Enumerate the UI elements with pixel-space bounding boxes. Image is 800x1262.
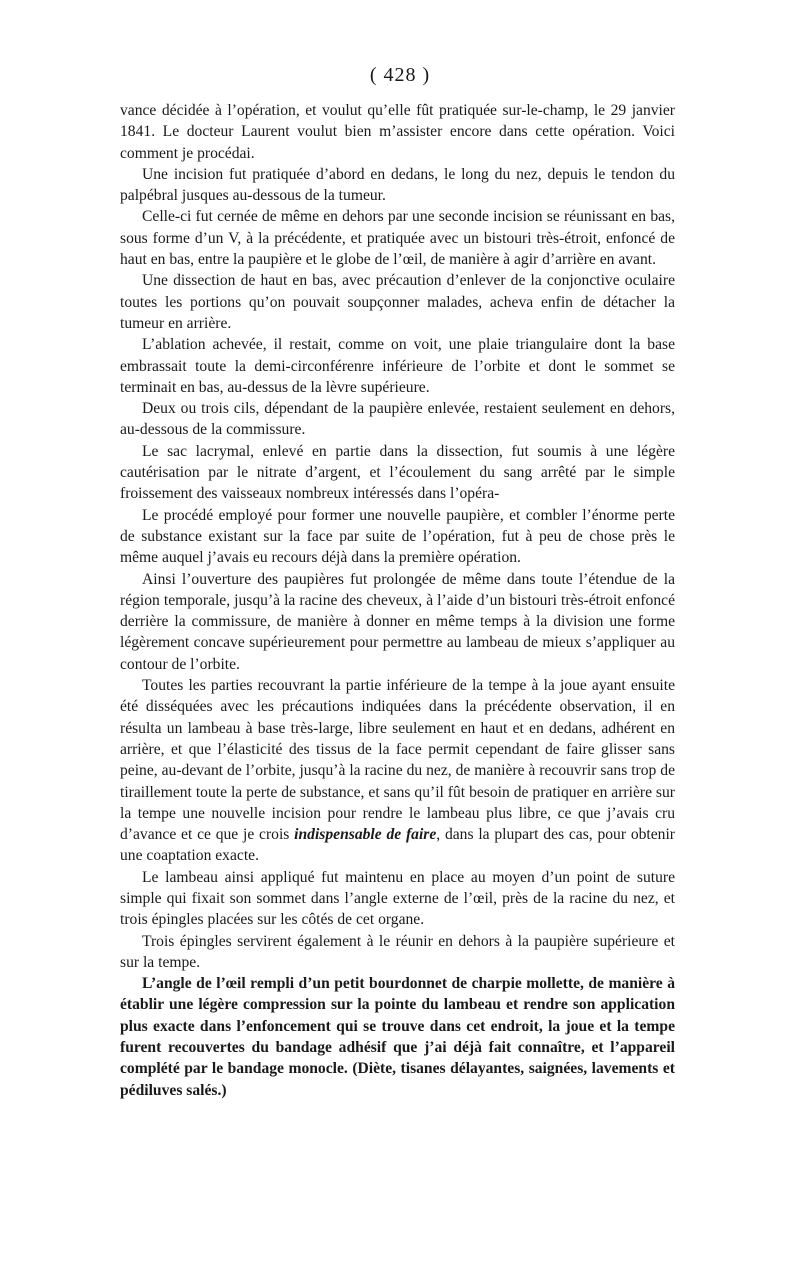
paragraph: Le procédé employé pour former une nouvelle paupière, et combler l’énorme perte de substance existant sur la face par suite de l’opération, fut à peu de chose près le même auquel j’avais eu recours déjà dans la première opération. <box>120 506 675 567</box>
paragraph-toutes <box>120 675 675 867</box>
body-text <box>120 100 675 1101</box>
paragraph-text: Toutes les parties recouvrant la partie inférieure de la tempe à la joue ayant ensuite été disséquées avec les précautions indiquées dans la précédente observation, il en résulta un lambeau à base très-large, libre seulement en haut et en dedans, adhérent en arrière, et que l’élasticité des tissus de la face permit cependant de faire glisser sans peine, au-devant de l’orbite, jusqu’à la racine du nez, de manière à recouvrir sans trop de tiraillement toute la perte de substance, et sans qu’il fût besoin de pratiquer en arrière sur la tempe une nouvelle incision pour rendre le lambeau plus libre, ce que j’avais cru d’avance et ce que je crois <box>120 677 675 844</box>
paragraph: L’angle de l’œil rempli d’un petit bourdonnet de charpie mollette, de manière à établir une légère compression sur la pointe du lambeau et rendre son application plus exacte dans l’enfoncement qui se trouve dans cet endroit, la joue et la tempe furent recouvertes du bandage adhésif que j’ai déjà fait connaître, et l’appareil complété par le bandage monocle. (Diète, tisanes délayantes, saignées, lavements et pédiluves salés.) <box>120 975 675 1099</box>
paragraph: vance décidée à l’opération, et voulut qu’elle fût pratiquée sur-le-champ, le 29 janvier 1841. Le docteur Laurent voulut bien m’assister encore dans cette opération. Voici comment je procédai. <box>120 102 675 162</box>
paragraph: Celle-ci fut cernée de même en dehors par une seconde incision se réunissant en bas, sous forme d’un V, à la précédente, et pratiquée avec un bistouri très-étroit, enfoncé de haut en bas, entre la paupière et le globe de l’œil, de manière à agir d’arrière en avant. <box>120 208 675 269</box>
paragraph: L’ablation achevée, il restait, comme on voit, une plaie triangulaire dont la base embrassait toute la demi-circonférenre inférieure de l’orbite et dont le sommet se terminait en bas, au-dessus de la lèvre supérieure. <box>120 336 675 396</box>
page-number: ( 428 ) <box>369 64 431 86</box>
paragraph: Une incision fut pratiquée d’abord en dedans, le long du nez, depuis le tendon du palpébral jusques au-dessous de la tumeur. <box>120 165 675 205</box>
paragraph: Une dissection de haut en bas, avec précaution d’enlever de la conjonctive oculaire toutes les portions qu’on pouvait soupçonner malades, acheva enfin de détacher la tumeur en arrière. <box>120 272 675 332</box>
emphasized-text: indispensable de faire <box>294 826 437 844</box>
paragraph: Trois épingles servirent également à le réunir en dehors à la paupière supérieure et sur la tempe. <box>120 932 675 971</box>
paragraph-text: , dans la plupart des cas, pour obtenir une coaptation exacte. <box>120 826 675 865</box>
paragraph: Ainsi l’ouverture des paupières fut prolongée de même dans toute l’étendue de la région temporale, jusqu’à la racine des cheveux, à l’aide d’un bistouri très-étroit enfoncé derrière la commissure, de manière à donner en même temps à la division une forme légèrement concave supérieurement pour permettre au lambeau de mieux s’appliquer au contour de l’orbite. <box>120 570 675 673</box>
paragraph: Le lambeau ainsi appliqué fut maintenu en place au moyen d’un point de suture simple qui fixait son sommet dans l’angle externe de l’œil, près de la racine du nez, et trois épingles placées sur les côtés de cet organe. <box>120 868 675 929</box>
paragraph: Le sac lacrymal, enlevé en partie dans la dissection, fut soumis à une légère cautérisation par le nitrate d’argent, et l’écoulement du sang arrêté par le simple froissement des vaisseaux nombreux intéressés dans l’opéra- <box>120 442 675 503</box>
paragraph: Deux ou trois cils, dépendant de la paupière enlevée, restaient seulement en dehors, au-dessous de la commissure. <box>120 400 675 439</box>
